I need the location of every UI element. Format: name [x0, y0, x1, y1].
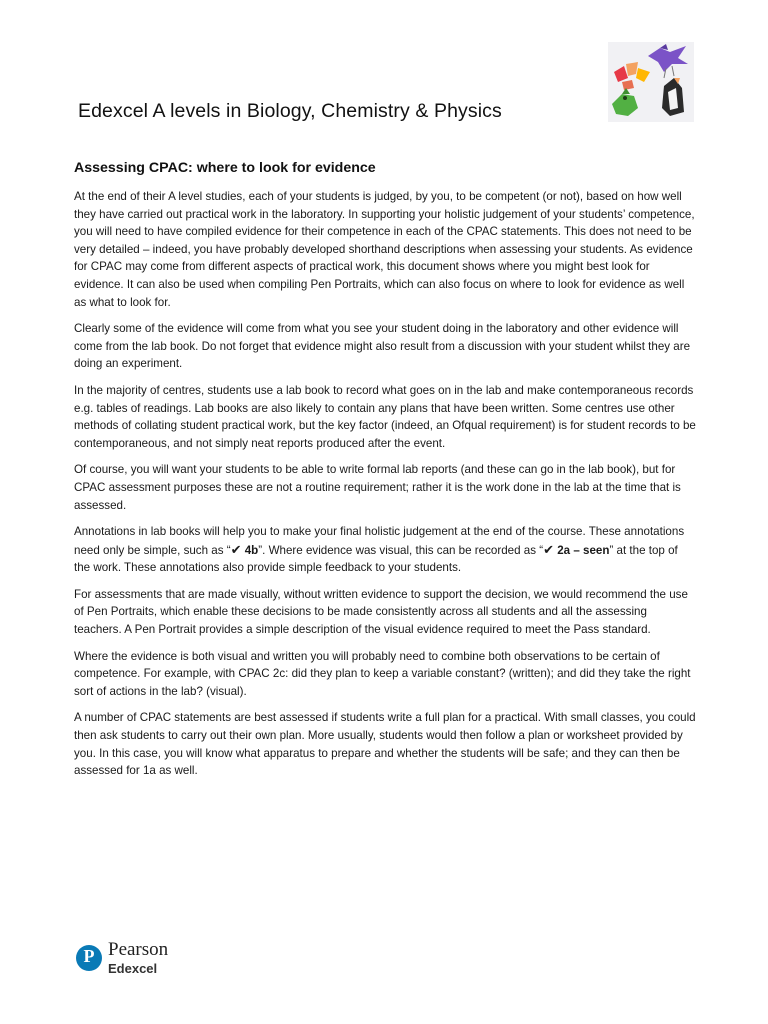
- checkmark-icon: ✔: [230, 541, 242, 557]
- paragraph-2: Clearly some of the evidence will come from what you see your student doing in the laboratory and other evidence will come from the lab book. Do not forget that evidence might also result from a discussion with your student whilst they are doing an experiment.: [74, 322, 691, 371]
- annotation-example-1: 4b: [241, 543, 259, 557]
- edexcel-brand-name: Edexcel: [108, 961, 158, 976]
- pearson-logo-icon: [76, 945, 102, 971]
- page-title: Edexcel A levels in Biology, Chemistry & Physics: [78, 100, 502, 122]
- annotation-example-2: 2a – seen: [554, 543, 610, 557]
- paragraph-5-text-a: Annotations in lab books will help you to make your final holistic judgement at the end of the course. These annotations need only be simple, such as “: [74, 525, 685, 557]
- paragraph-5-text-c: ” at the top of the work. These annotations also provide simple feedback to your students.: [74, 543, 678, 575]
- paragraph-4: Of course, you will want your students to be able to write formal lab reports (and these can go in the lab book), but for CPAC assessment purposes these are not a routine requirement; rather it is the work done in the lab at the time that is assessed.: [74, 463, 681, 512]
- paragraph-5-text-b: ”. Where evidence was visual, this can be recorded as “: [258, 543, 544, 557]
- pearson-edexcel-logo: [76, 940, 168, 975]
- science-animals-illustration: [608, 42, 694, 122]
- paragraph-3: In the majority of centres, students use a lab book to record what goes on in the lab and make contemporaneous records e.g. tables of readings. Lab books are also likely to contain any plans that have been written. Some centres use other methods of collating student practical work, but the key factor (indeed, an Ofqual requirement) is for student records to be contemporaneous, and not simply neat reports produced after the event.: [74, 383, 696, 450]
- paragraph-1: At the end of their A level studies, each of your students is judged, by you, to be competent (or not), based on how well they have carried out practical work in the laboratory. In supporting your holistic judgement of your students’ competence, you will need to have compiled evidence for their competence in each of the CPAC statements. This does not need to be very detailed – indeed, you have probably developed shorthand descriptions when assessing your students. As evidence for CPAC may come from different aspects of practical work, this document shows where you might best look for evidence. It can also be used when compiling Pen Portraits, which can also focus on where to look for evidence as well as what to look for.: [74, 190, 695, 309]
- paragraph-7: Where the evidence is both visual and written you will probably need to combine both observations to be certain of competence. For example, with CPAC 2c: did they plan to keep a variable constant? (written); and did they take the right sort of actions in the lab? (visual).: [74, 649, 691, 698]
- section-heading: Assessing CPAC: where to look for evidence: [74, 160, 376, 176]
- pearson-brand-name: Pearson: [108, 939, 169, 960]
- document-body: [74, 160, 696, 789]
- checkmark-icon: ✔: [543, 541, 555, 557]
- paragraph-5: [74, 523, 696, 577]
- paragraph-8: A number of CPAC statements are best assessed if students write a full plan for a practical. With small classes, you could then ask students to carry out their own plan. More usually, students would then follow a plan or worksheet provided by you. In this case, you will know what apparatus to prepare and whether the students will be safe; and they can then be assessed for 1a as well.: [74, 711, 696, 778]
- paragraph-6: For assessments that are made visually, without written evidence to support the decision, we would recommend the use of Pen Portraits, which enable these decisions to be made consistently across all students and all the assessing teachers. A Pen Portrait provides a simple description of the visual evidence required to meet the Pass standard.: [74, 587, 688, 637]
- pearson-wordmark: [108, 940, 168, 975]
- pearson-logo-letter: P: [83, 945, 95, 966]
